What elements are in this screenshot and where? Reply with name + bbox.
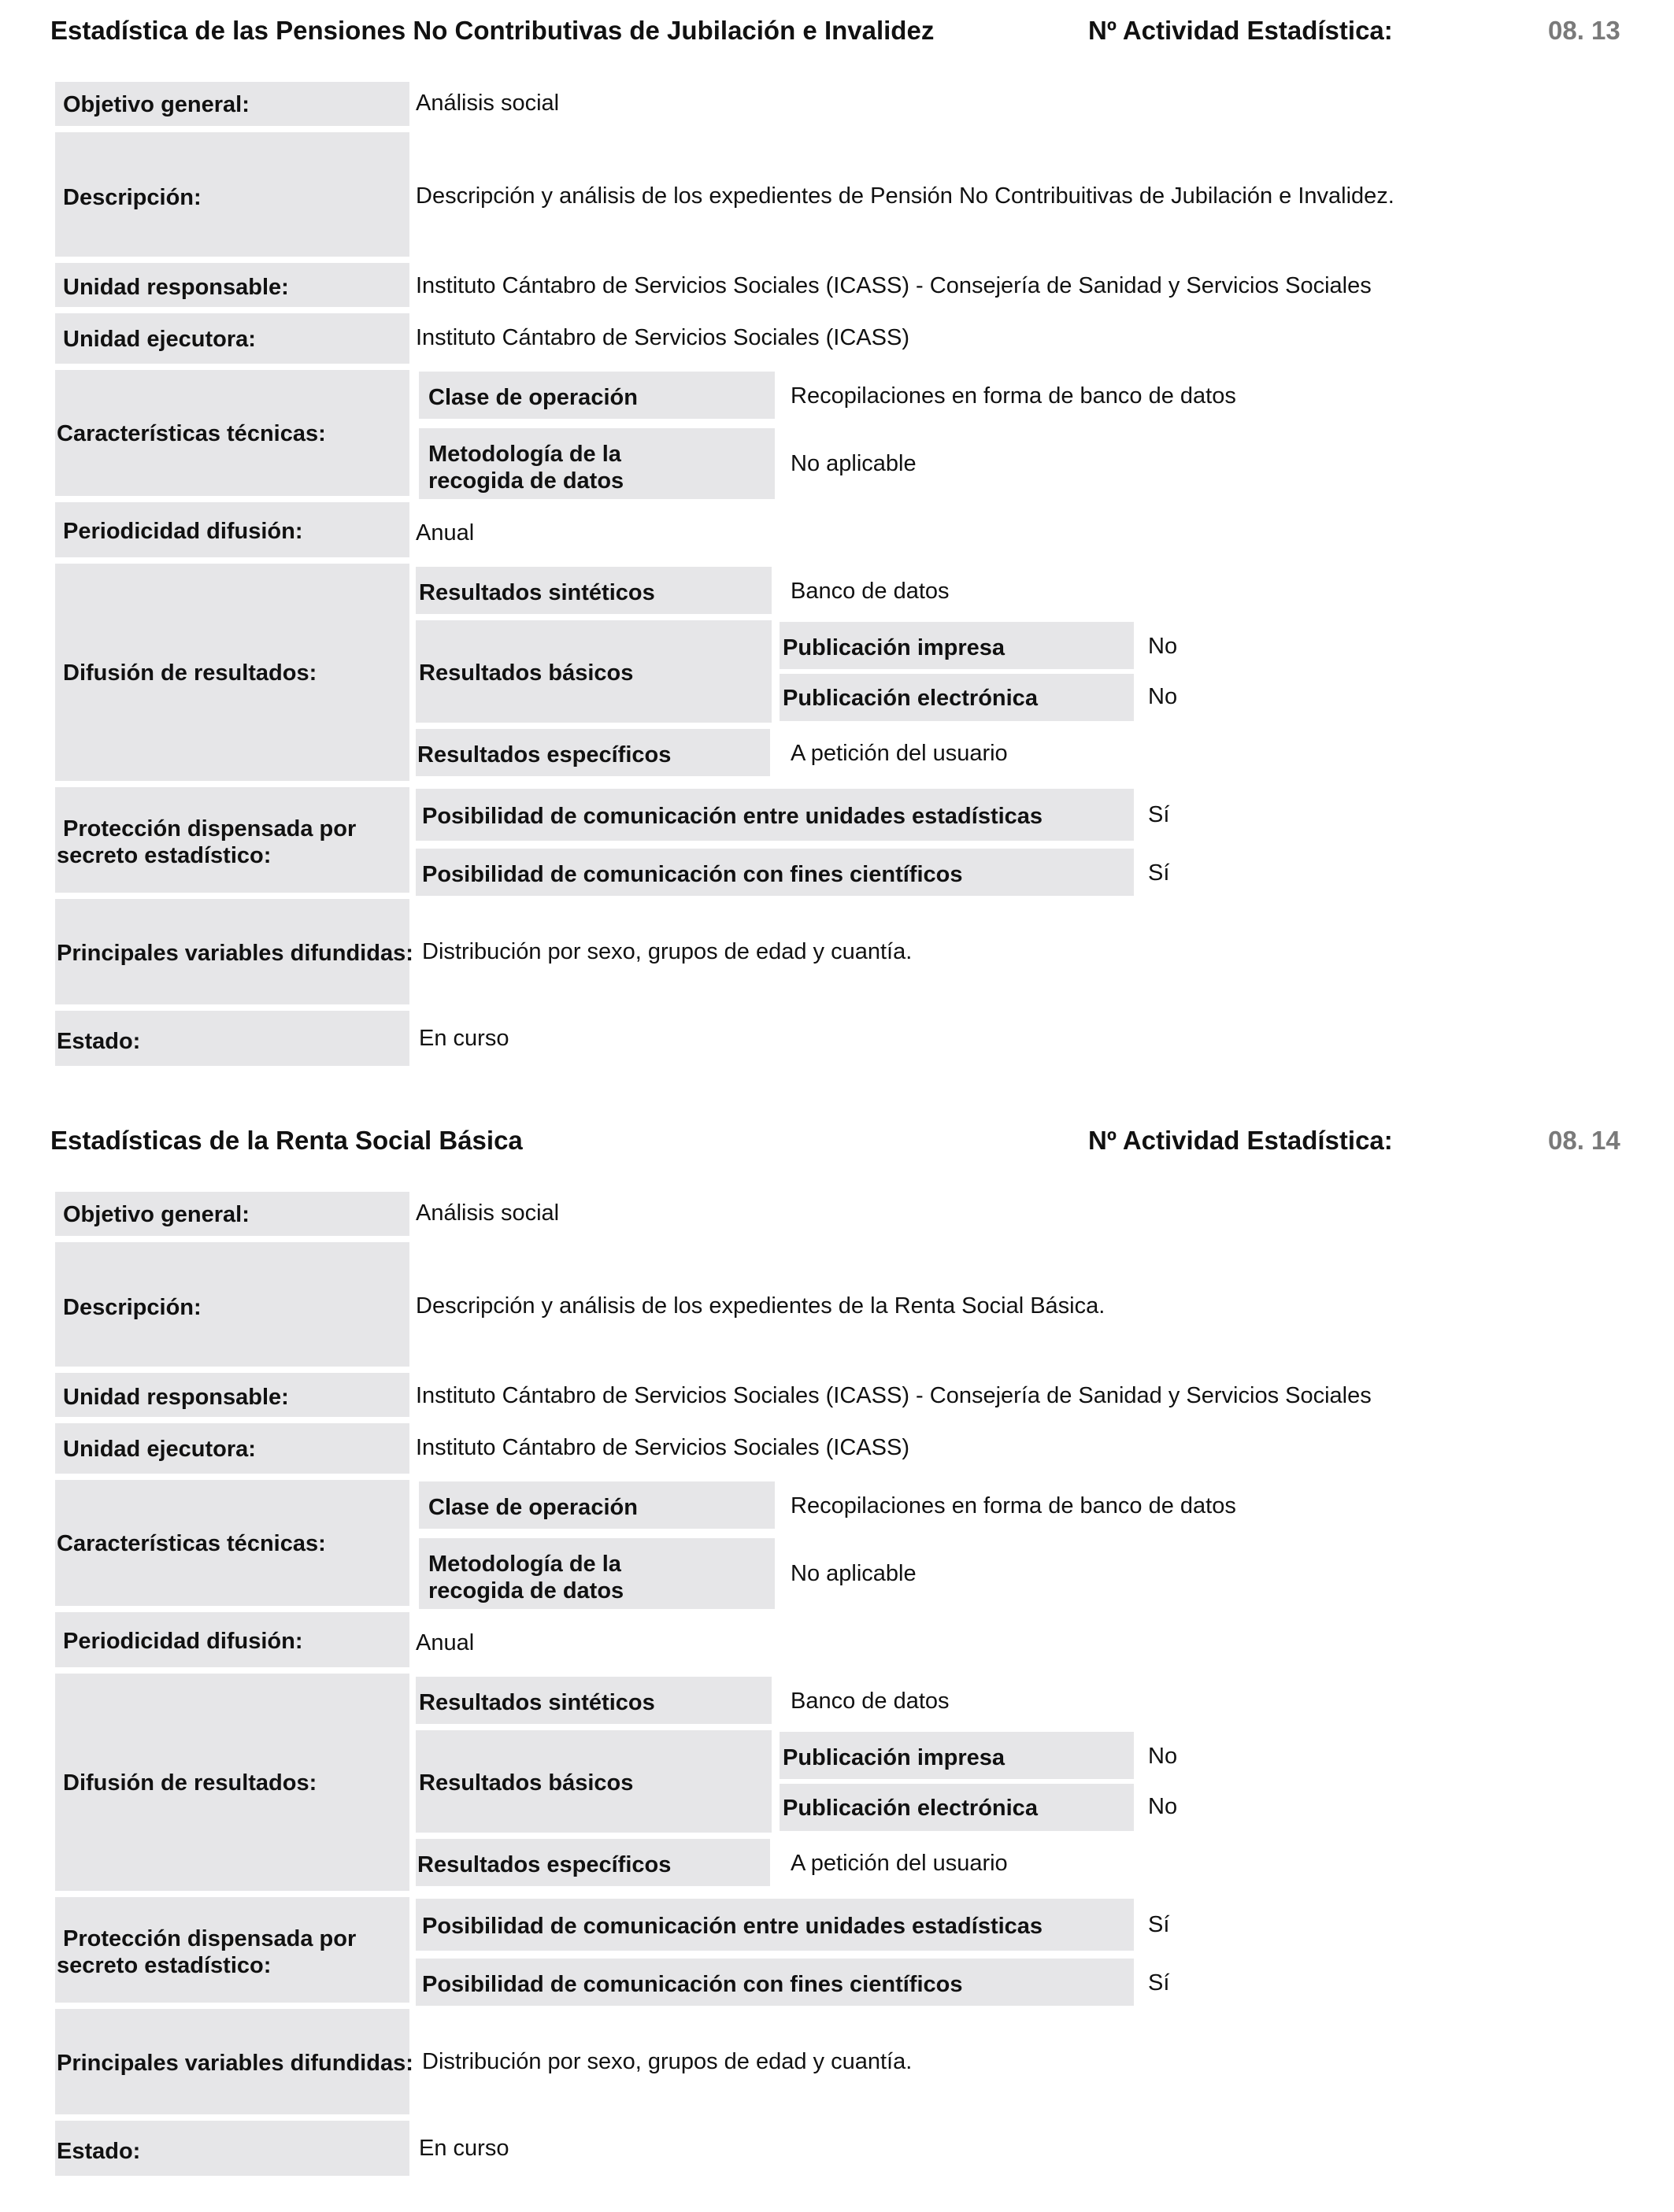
- value-descripcion: Descripción y análisis de los expedientes de Pensión No Contribuitivas de Jubilación e Invalidez.: [416, 183, 1394, 209]
- value-metodologia: No aplicable: [791, 451, 917, 476]
- value-pos-cientificos: Sí: [1148, 1970, 1170, 1996]
- label-res-sinteticos: Resultados sintéticos: [419, 580, 655, 605]
- label-proteccion-line1: Protección dispensada por: [63, 816, 357, 842]
- label-descripcion: Descripción:: [63, 185, 202, 210]
- label-pub-electronica: Publicación electrónica: [783, 686, 1038, 711]
- label-unidad-responsable: Unidad responsable:: [63, 275, 289, 300]
- label-pub-impresa: Publicación impresa: [783, 635, 1006, 660]
- label-res-especificos: Resultados específicos: [417, 1852, 672, 1877]
- value-res-sinteticos: Banco de datos: [791, 1689, 950, 1714]
- label-unidad-ejecutora: Unidad ejecutora:: [63, 1437, 256, 1462]
- label-pos-cientificos: Posibilidad de comunicación con fines científicos: [422, 1972, 963, 1997]
- label-res-basicos: Resultados básicos: [419, 1770, 634, 1796]
- label-caracteristicas: Características técnicas:: [57, 1531, 326, 1556]
- label-clase-operacion: Clase de operación: [428, 385, 638, 410]
- value-pos-unidades: Sí: [1148, 1912, 1170, 1937]
- activity-number: 08. 14: [1548, 1126, 1620, 1155]
- value-pos-unidades: Sí: [1148, 802, 1170, 827]
- label-clase-operacion: Clase de operación: [428, 1495, 638, 1520]
- value-metodologia: No aplicable: [791, 1561, 917, 1586]
- value-res-sinteticos: Banco de datos: [791, 579, 950, 604]
- value-clase-operacion: Recopilaciones en forma de banco de datos: [791, 1493, 1236, 1518]
- value-variables: Distribución por sexo, grupos de edad y cuantía.: [422, 2049, 913, 2074]
- label-proteccion-line2: secreto estadístico:: [57, 1953, 272, 1978]
- value-objetivo: Análisis social: [416, 1200, 560, 1226]
- label-pos-unidades: Posibilidad de comunicación entre unidades estadísticas: [422, 1914, 1043, 1939]
- value-pos-cientificos: Sí: [1148, 860, 1170, 886]
- label-variables: Principales variables difundidas:: [57, 941, 413, 966]
- label-unidad-ejecutora: Unidad ejecutora:: [63, 327, 256, 352]
- label-periodicidad: Periodicidad difusión:: [63, 519, 303, 544]
- label-pos-cientificos: Posibilidad de comunicación con fines científicos: [422, 862, 963, 887]
- value-descripcion: Descripción y análisis de los expedientes de la Renta Social Básica.: [416, 1293, 1106, 1319]
- value-unidad-ejecutora: Instituto Cántabro de Servicios Sociales (ICASS): [416, 325, 909, 350]
- value-res-especificos: A petición del usuario: [791, 1851, 1008, 1876]
- label-pub-impresa: Publicación impresa: [783, 1745, 1006, 1770]
- activity-number-label: Nº Actividad Estadística:: [1088, 16, 1393, 45]
- value-res-especificos: A petición del usuario: [791, 741, 1008, 766]
- label-periodicidad: Periodicidad difusión:: [63, 1629, 303, 1654]
- label-res-basicos: Resultados básicos: [419, 660, 634, 686]
- value-variables: Distribución por sexo, grupos de edad y cuantía.: [422, 939, 913, 964]
- value-pub-impresa: No: [1148, 1744, 1178, 1769]
- value-unidad-ejecutora: Instituto Cántabro de Servicios Sociales (ICASS): [416, 1435, 909, 1460]
- label-res-sinteticos: Resultados sintéticos: [419, 1690, 655, 1715]
- value-pub-electronica: No: [1148, 684, 1178, 709]
- value-estado: En curso: [419, 1026, 509, 1051]
- label-objetivo: Objetivo general:: [63, 1202, 250, 1227]
- label-metodologia-line1: Metodología de la: [428, 1552, 621, 1577]
- statistics-record-1: [0, 0, 1674, 1102]
- record-title: Estadísticas de la Renta Social Básica: [50, 1126, 523, 1155]
- label-unidad-responsable: Unidad responsable:: [63, 1385, 289, 1410]
- label-pos-unidades: Posibilidad de comunicación entre unidades estadísticas: [422, 804, 1043, 829]
- record-title: Estadística de las Pensiones No Contributivas de Jubilación e Invalidez: [50, 16, 935, 45]
- value-unidad-responsable: Instituto Cántabro de Servicios Sociales (ICASS) - Consejería de Sanidad y Servicios Sociales: [416, 273, 1372, 298]
- value-clase-operacion: Recopilaciones en forma de banco de datos: [791, 383, 1236, 409]
- label-res-especificos: Resultados específicos: [417, 742, 672, 768]
- label-metodologia-line2: recogida de datos: [428, 468, 624, 494]
- value-objetivo: Análisis social: [416, 91, 560, 116]
- value-periodicidad: Anual: [416, 1630, 475, 1655]
- label-metodologia-line2: recogida de datos: [428, 1578, 624, 1604]
- statistics-record-2: [0, 1110, 1674, 2212]
- label-proteccion-line1: Protección dispensada por: [63, 1926, 357, 1951]
- label-estado: Estado:: [57, 2139, 141, 2164]
- activity-number: 08. 13: [1548, 16, 1620, 45]
- value-pub-impresa: No: [1148, 634, 1178, 659]
- value-unidad-responsable: Instituto Cántabro de Servicios Sociales (ICASS) - Consejería de Sanidad y Servicios Sociales: [416, 1383, 1372, 1408]
- label-caracteristicas: Características técnicas:: [57, 421, 326, 446]
- label-metodologia-line1: Metodología de la: [428, 442, 621, 467]
- label-descripcion: Descripción:: [63, 1295, 202, 1320]
- value-estado: En curso: [419, 2136, 509, 2161]
- label-pub-electronica: Publicación electrónica: [783, 1796, 1038, 1821]
- label-objetivo: Objetivo general:: [63, 92, 250, 117]
- value-periodicidad: Anual: [416, 520, 475, 546]
- label-proteccion-line2: secreto estadístico:: [57, 843, 272, 868]
- label-estado: Estado:: [57, 1029, 141, 1054]
- label-difusion: Difusión de resultados:: [63, 660, 317, 686]
- value-pub-electronica: No: [1148, 1794, 1178, 1819]
- label-variables: Principales variables difundidas:: [57, 2051, 413, 2076]
- label-difusion: Difusión de resultados:: [63, 1770, 317, 1796]
- activity-number-label: Nº Actividad Estadística:: [1088, 1126, 1393, 1155]
